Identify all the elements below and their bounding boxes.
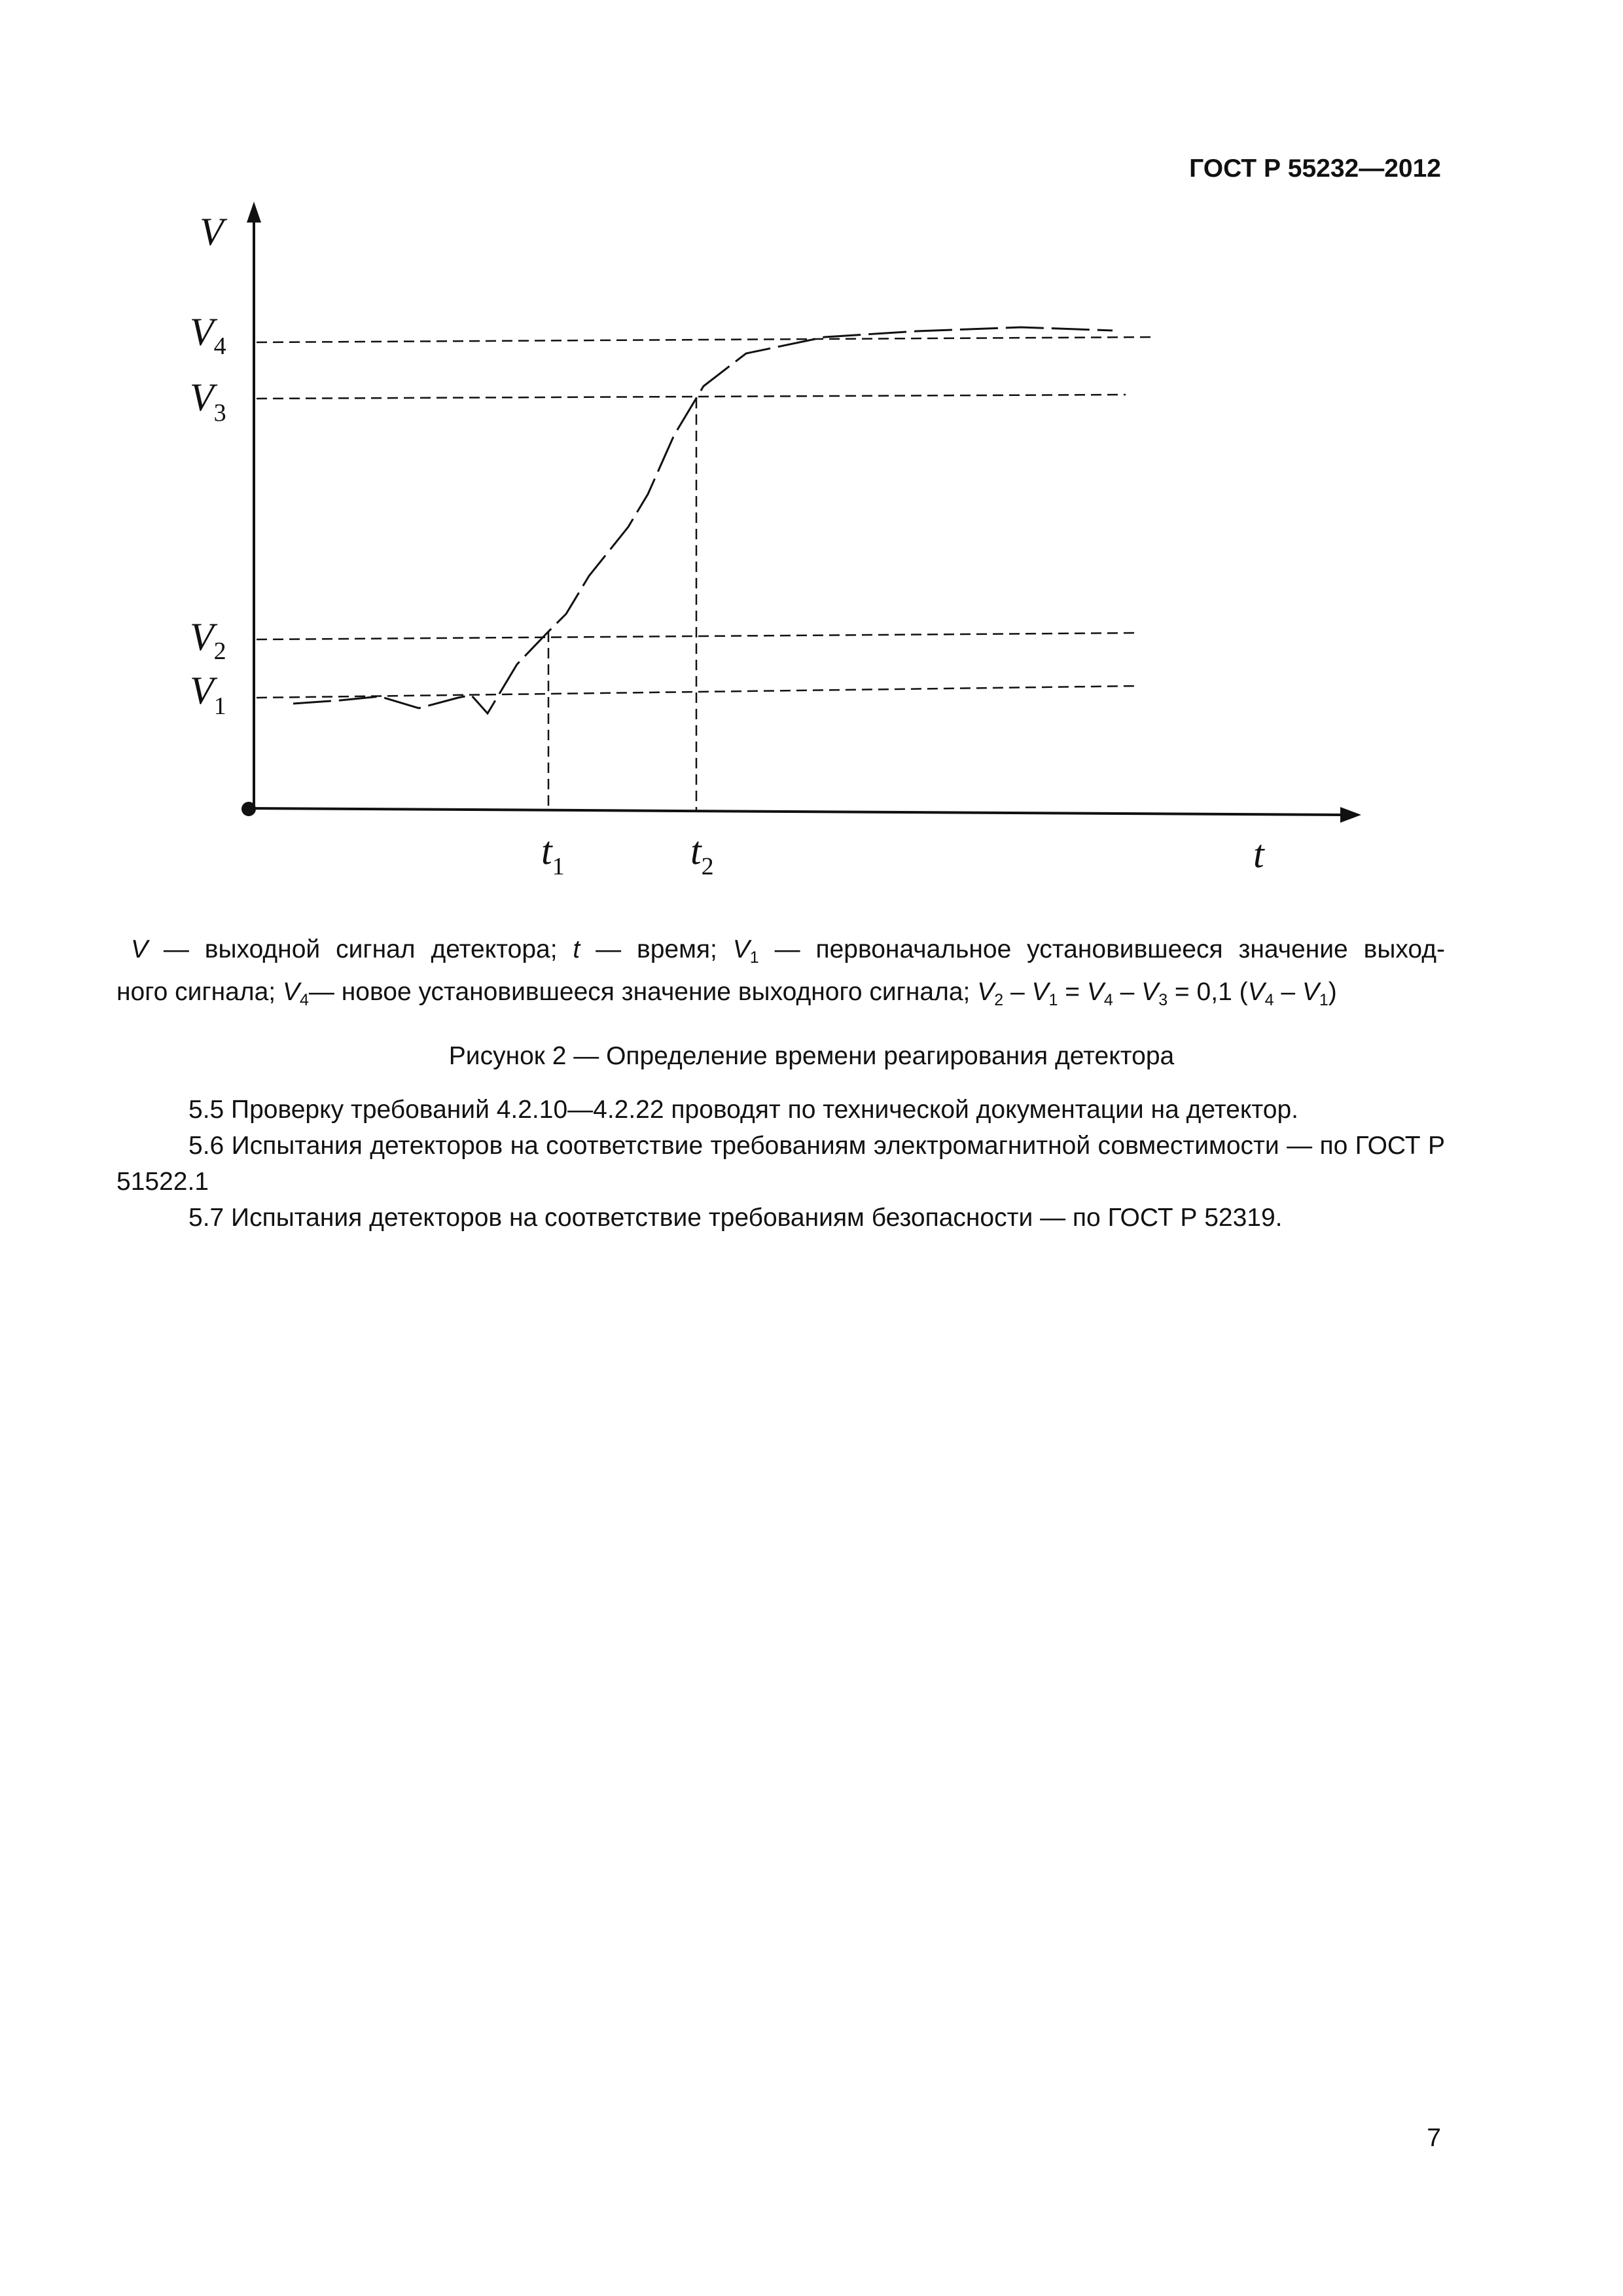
level-label-v2: V2 [190,615,226,665]
response-time-figure [0,0,1623,916]
page-number: 7 [1427,2124,1441,2152]
body-text [116,1092,1445,1236]
origin-point [241,802,256,816]
paragraph-5-5: 5.5 Проверку требований 4.2.10—4.2.22 проводят по технической документации на детектор. [188,1096,1299,1124]
level-label-v3: V3 [190,376,226,427]
paragraph-5-6: 5.6 Испытания детекторов на соответствие требованиям электромагнитной совместимости — по ГОСТ Р 51522.1 [116,1132,1445,1196]
paragraph-5-7: 5.7 Испытания детекторов на соответствие требованиям безопасности — по ГОСТ Р 52319. [188,1204,1283,1232]
figure-legend [116,928,1445,1013]
y-axis-arrow [247,202,261,223]
time-label-t2: t2 [690,829,714,880]
level-label-v4: V4 [190,310,226,360]
legend-line-2: ного сигнала; $V_4—$ новое установившееся значение выходного сигнала; $V_2 - V_1 = V_4 - V_3 = 0,1$ $(V_4 - V_1)$ [116,978,1337,1009]
x-axis-label: t [1253,833,1264,876]
x-axis-arrow [1340,807,1361,823]
x-axis [247,808,1342,815]
level-label-v1: V1 [190,669,226,720]
y-axis-label: V [200,210,224,253]
level-line-v3 [257,395,1126,399]
time-label-t1: t1 [541,829,565,880]
figure-caption: Рисунок 2 — Определение времени реагирования детектора [448,1042,1175,1070]
level-line-v2 [257,633,1139,639]
level-line-v4 [257,337,1152,342]
document-code: ГОСТ Р 55232—2012 [1189,154,1441,183]
legend-line-1: V — выходной сигнал детектора; t — время; $V_1$ — первоначальное установившееся значение выход- [131,935,1446,967]
response-curve [293,327,1113,713]
level-line-v1 [257,686,1139,698]
